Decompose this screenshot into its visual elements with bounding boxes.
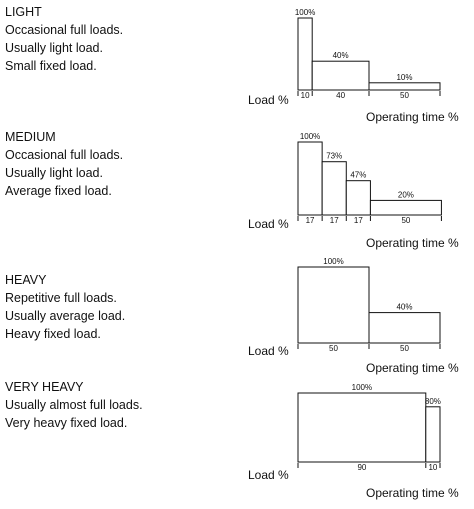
time-value-label: 50: [400, 91, 409, 100]
load-value-label: 100%: [299, 132, 321, 141]
time-value-label: 40: [336, 91, 346, 100]
load-value-label: 100%: [351, 383, 373, 392]
load-bar: [298, 393, 426, 462]
time-value-label: 50: [329, 344, 338, 353]
duty-line: Very heavy fixed load.: [5, 416, 128, 430]
time-value-label: 17: [353, 216, 363, 225]
y-axis-label: Load %: [248, 468, 289, 482]
duty-line: Occasional full loads.: [5, 23, 124, 37]
load-bar: [426, 407, 440, 462]
load-value-label: 40%: [396, 302, 413, 312]
x-axis-label: Operating time %: [366, 110, 459, 124]
time-value-label: 10: [300, 91, 310, 100]
duty-title: LIGHT: [5, 5, 42, 19]
time-value-label: 10: [428, 463, 438, 472]
load-chart: [0, 0, 474, 128]
time-value-label: 17: [329, 216, 339, 225]
load-value-label: 100%: [323, 257, 344, 266]
load-bar: [298, 267, 369, 343]
load-value-label: 20%: [397, 190, 414, 200]
load-value-label: 80%: [424, 396, 441, 406]
duty-title: MEDIUM: [5, 130, 56, 144]
duty-block-medium: [0, 128, 474, 255]
load-bar: [369, 83, 440, 90]
load-value-label: 10%: [396, 72, 413, 82]
y-axis-label: Load %: [248, 344, 289, 358]
time-value-label: 90: [357, 463, 367, 472]
duty-line: Small fixed load.: [5, 59, 97, 73]
time-value-label: 17: [305, 216, 315, 225]
y-axis-label: Load %: [248, 217, 289, 231]
duty-line: Average fixed load.: [5, 184, 112, 198]
load-chart: [0, 255, 474, 377]
duty-line: Usually light load.: [5, 166, 103, 180]
x-axis-label: Operating time %: [366, 486, 459, 500]
y-axis-label: Load %: [248, 93, 289, 107]
load-bar: [370, 200, 441, 215]
x-axis-label: Operating time %: [366, 236, 459, 250]
duty-title: HEAVY: [5, 273, 47, 287]
duty-line: Occasional full loads.: [5, 148, 124, 162]
x-axis-label: Operating time %: [366, 361, 459, 375]
duty-line: Usually almost full loads.: [5, 398, 143, 412]
load-bar: [298, 18, 312, 90]
time-value-label: 50: [400, 344, 409, 353]
load-bar: [298, 142, 322, 215]
duty-block-light: [0, 0, 474, 128]
load-value-label: 100%: [294, 8, 316, 17]
duty-block-heavy: [0, 255, 474, 377]
load-value-label: 73%: [326, 151, 343, 161]
load-value-label: 40%: [332, 51, 349, 61]
duty-title: VERY HEAVY: [5, 380, 84, 394]
load-bar: [346, 181, 370, 215]
time-value-label: 50: [401, 216, 411, 225]
load-bar: [322, 162, 346, 215]
load-bar: [369, 313, 440, 343]
load-value-label: 47%: [350, 170, 367, 180]
duty-line: Usually light load.: [5, 41, 103, 55]
duty-line: Heavy fixed load.: [5, 327, 101, 341]
duty-line: Repetitive full loads.: [5, 291, 117, 305]
load-bar: [312, 61, 369, 90]
duty-block-very-heavy: [0, 377, 474, 509]
duty-line: Usually average load.: [5, 309, 126, 323]
